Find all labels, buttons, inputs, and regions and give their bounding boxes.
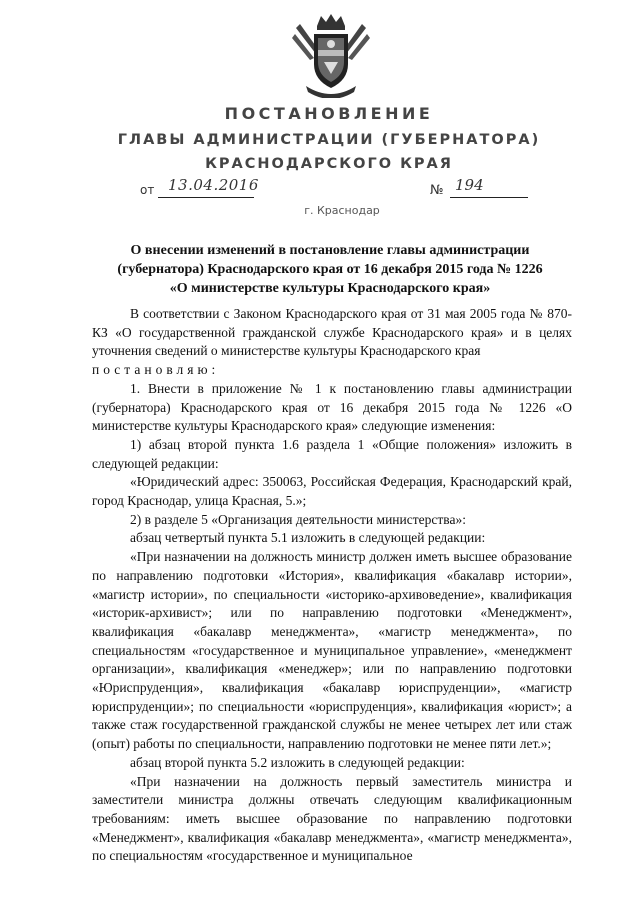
body-paragraph: «При назначении на должность первый заместитель министра и заместители министра должны отвечать следующим квалификационным требованиям: иметь высшее образование по направлению подготовки «Менеджмент», квалификация «бакалавр менеджмента», «магистр менеджмента», по специальностям «государственное и муниципальное	[92, 773, 572, 864]
document-date: 13.04.2016	[168, 176, 259, 194]
region-heading: КРАСНОДАРСКОГО КРАЯ	[205, 156, 453, 172]
body-paragraph: 1. Внести в приложение № 1 к постановлению главы администрации (губернатора) Краснодарского края от 16 декабря 2015 года № 1226 «О министерстве культуры Краснодарского края» следующие изменения:	[92, 380, 572, 434]
document-title	[90, 241, 570, 298]
title-line: «О министерстве культуры Краснодарского края»	[169, 281, 491, 296]
title-line: О внесении изменений в постановление главы администрации	[130, 243, 530, 258]
body-paragraph: «При назначении на должность министр должен иметь высшее образование по направлению подготовки «История», квалификация «бакалавр истории», «магистр истории», по специальности «историко-архивоведение», квалификация «историк-архивист»; или по направлению подготовки «Менеджмент», квалификация «бакалавр менеджмента», «магистр менеджмента», по специальностям «государственное и муниципальное управление», «менеджмент организации», квалификация «менеджер»; или по направлению подготовки «Юриспруденция», квалификация «бакалавр юриспруденции», «магистр юриспруденции»; по специальности «юриспруденция», квалификация «юрист»; а также стаж государственной гражданской службы не менее четырех лет или стаж (опыт) работы по специальности, направлению подготовки не менее пяти лет.»;	[92, 549, 572, 752]
document-type-heading: ПОСТАНОВЛЕНИЕ	[224, 104, 434, 123]
title-line: (губернатора) Краснодарского края от 16 декабря 2015 года № 1226	[117, 262, 543, 277]
issuer-heading: ГЛАВЫ АДМИНИСТРАЦИИ (ГУБЕРНАТОРА)	[117, 132, 541, 148]
number-underline	[450, 197, 528, 198]
preamble-paragraph: В соответствии с Законом Краснодарского края от 31 мая 2005 года № 870-КЗ «О государственной гражданской службе Краснодарского края» и в целях уточнения сведений о министерстве культуры Краснодарского края	[92, 306, 572, 359]
coat-of-arms-icon	[292, 12, 370, 98]
body-paragraph: «Юридический адрес: 350063, Российская Федерация, Краснодарский край, город Краснодар, улица Красная, 5.»;	[92, 474, 572, 509]
number-prefix-label: №	[430, 183, 444, 198]
decree-word: постановляю:	[92, 362, 220, 378]
body-paragraph: 1) абзац второй пункта 1.6 раздела 1 «Общие положения» изложить в следующей редакции:	[92, 436, 572, 471]
city-label: г. Краснодар	[304, 204, 380, 217]
body-paragraph: 2) в разделе 5 «Организация деятельности министерства»:	[130, 511, 466, 527]
document-body	[92, 305, 572, 866]
body-paragraph: абзац второй пункта 5.2 изложить в следующей редакции:	[130, 754, 465, 770]
document-number: 194	[455, 176, 484, 194]
date-prefix-label: от	[140, 183, 155, 197]
body-paragraph: абзац четвертый пункта 5.1 изложить в следующей редакции:	[130, 530, 486, 546]
date-underline	[158, 197, 254, 198]
